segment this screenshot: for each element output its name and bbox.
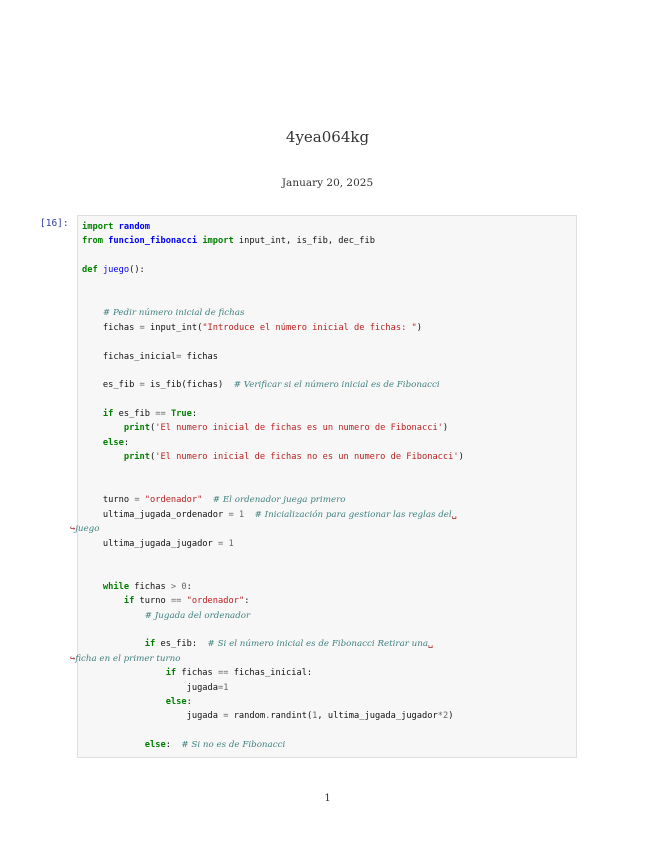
- code-token: =: [134, 495, 140, 506]
- code-token: input_int, is_fib, dec_fib: [233, 236, 375, 247]
- code-line: [82, 508, 574, 522]
- code-comment: juego: [75, 524, 100, 535]
- code-keyword: print: [123, 452, 150, 463]
- code-token: =: [223, 711, 229, 722]
- code-keyword: while: [102, 581, 130, 592]
- line-wrap-icon: ␣: [451, 509, 457, 520]
- code-keyword: import: [82, 222, 114, 232]
- code-token: ): [442, 423, 449, 434]
- document-title: 4yea064kg: [285, 128, 370, 146]
- code-line: [82, 681, 574, 695]
- code-token: random: [118, 222, 151, 232]
- code-indent: [82, 639, 145, 649]
- code-line: [82, 220, 574, 234]
- code-token: 1: [228, 538, 234, 549]
- code-comment: # Pedir número inicial de fichas: [102, 308, 245, 319]
- code-cell[interactable]: [70, 215, 577, 758]
- code-token: (: [150, 452, 156, 463]
- code-line: [82, 263, 574, 277]
- code-line: [82, 551, 574, 565]
- code-token: ():: [129, 265, 145, 276]
- code-token: =: [218, 538, 224, 549]
- code-line: [82, 479, 574, 493]
- code-token: es_fib: [102, 380, 140, 391]
- code-token: ): [458, 452, 464, 463]
- code-token: jugada: [186, 682, 218, 693]
- code-indent: [82, 683, 187, 693]
- code-keyword: print: [123, 423, 150, 434]
- code-line: [82, 537, 574, 551]
- code-token: ): [448, 711, 454, 722]
- code-string: "ordenador": [186, 596, 245, 607]
- code-line: [82, 623, 574, 637]
- code-token: 1: [238, 509, 245, 520]
- code-line: [82, 292, 574, 306]
- code-line: [70, 522, 574, 536]
- code-line: [82, 450, 574, 464]
- code-token: ==: [218, 668, 229, 679]
- code-line: [82, 234, 574, 248]
- code-token: =: [218, 682, 224, 693]
- code-token: [244, 510, 254, 520]
- code-token: fichas: [102, 322, 140, 333]
- code-token: [202, 495, 212, 505]
- code-line: [82, 393, 574, 407]
- code-comment: # Jugada del ordenador: [144, 610, 251, 621]
- code-indent: [82, 740, 145, 750]
- code-token: fichas: [129, 581, 171, 592]
- code-line: [82, 738, 574, 752]
- code-token: es_fib: [113, 409, 156, 420]
- code-indent: [82, 323, 103, 333]
- code-keyword: else: [165, 696, 187, 707]
- code-line: [82, 436, 574, 450]
- code-keyword: from: [82, 236, 103, 247]
- code-token: randint(: [270, 711, 313, 722]
- code-token: =: [176, 351, 182, 362]
- document-date: January 20, 2025: [281, 177, 374, 189]
- code-line: [82, 321, 574, 335]
- code-string: 'El numero inicial de fichas es un numero de Fibonacci': [155, 423, 443, 434]
- code-token: input_int(: [144, 322, 203, 333]
- code-indent: [82, 582, 103, 592]
- code-line: [82, 306, 574, 320]
- code-keyword: import: [202, 236, 234, 247]
- code-token: :: [123, 437, 130, 448]
- code-token: =: [228, 509, 234, 520]
- code-line: [82, 609, 574, 623]
- code-token: is_fib(fichas): [144, 380, 234, 391]
- code-indent: [82, 409, 103, 419]
- code-block[interactable]: [70, 220, 574, 752]
- code-keyword: if: [123, 596, 135, 607]
- code-comment: # Si no es de Fibonacci: [181, 740, 286, 751]
- code-token: , ultima_jugada_jugador: [317, 711, 438, 722]
- code-keyword: else: [144, 740, 166, 751]
- code-line: [82, 407, 574, 421]
- code-line: [82, 594, 574, 608]
- code-indent: [82, 697, 166, 707]
- code-keyword: def: [82, 265, 98, 276]
- code-token: fichas_inicial: [102, 351, 177, 362]
- code-token: ==: [155, 409, 166, 420]
- code-string: "Introduce el número inicial de fichas: ": [202, 322, 417, 333]
- code-token: turno: [134, 596, 171, 607]
- code-comment: # Si el número inicial es de Fibonacci Retirar una: [207, 639, 429, 650]
- code-token: 1: [312, 711, 318, 722]
- code-token: =: [139, 322, 145, 333]
- code-line: [82, 421, 574, 435]
- code-indent: [82, 308, 103, 318]
- code-token: juego: [102, 265, 130, 276]
- code-line: [82, 278, 574, 292]
- code-line: [82, 335, 574, 349]
- line-wrap-icon: ↪: [70, 524, 76, 535]
- code-indent: [82, 452, 124, 462]
- code-token: :: [165, 740, 182, 751]
- code-comment: # Verificar si el número inicial es de Fibonacci: [233, 380, 440, 391]
- code-indent: [82, 668, 166, 678]
- code-token: fichas: [176, 668, 218, 679]
- code-line: [82, 709, 574, 723]
- code-token: es_fib:: [155, 639, 208, 650]
- code-line: [82, 637, 574, 651]
- code-line: [82, 364, 574, 378]
- code-token: random: [228, 711, 266, 722]
- code-token: :: [186, 696, 192, 707]
- code-token: :: [244, 596, 250, 607]
- code-token: fichas_inicial:: [228, 668, 313, 679]
- code-line: [82, 724, 574, 738]
- code-line: [82, 666, 574, 680]
- code-indent: [82, 438, 103, 448]
- code-line: [82, 565, 574, 579]
- code-indent: [82, 711, 187, 721]
- page-number: 1: [324, 793, 331, 804]
- code-indent: [82, 423, 124, 433]
- code-keyword: if: [144, 639, 156, 650]
- code-line: [82, 378, 574, 392]
- code-token: :: [191, 409, 198, 420]
- code-token: (: [150, 423, 156, 434]
- code-string: "ordenador": [144, 495, 203, 506]
- code-keyword: else: [102, 437, 124, 448]
- code-token: ultima_jugada_jugador: [102, 538, 218, 549]
- code-token: ultima_jugada_ordenador: [102, 509, 229, 520]
- code-token: 2: [442, 711, 449, 722]
- code-keyword: if: [102, 409, 114, 420]
- code-comment: # Inicialización para gestionar las reglas del: [254, 509, 452, 520]
- code-token: :: [186, 581, 192, 592]
- line-wrap-icon: ␣: [428, 639, 434, 650]
- code-indent: [82, 596, 124, 606]
- code-token: jugada: [186, 711, 224, 722]
- code-token: ==: [170, 596, 182, 607]
- code-token: turno: [102, 495, 135, 506]
- code-line: [82, 465, 574, 479]
- code-line: [82, 580, 574, 594]
- cell-execution-prompt: [16]:: [40, 218, 69, 229]
- code-token: 0: [181, 581, 187, 592]
- code-indent: [82, 510, 103, 520]
- code-indent: [82, 380, 103, 390]
- code-comment: ficha en el primer turno: [75, 653, 181, 664]
- line-wrap-icon: ↪: [70, 653, 76, 664]
- code-line: [82, 493, 574, 507]
- code-keyword: True: [170, 409, 192, 420]
- code-token: fichas: [181, 351, 219, 362]
- code-indent: [82, 352, 103, 362]
- code-comment: # El ordenador juega primero: [212, 495, 346, 506]
- code-line: [70, 652, 574, 666]
- code-indent: [82, 495, 103, 505]
- code-line: [82, 350, 574, 364]
- code-token: =: [139, 380, 145, 391]
- code-token: 1: [223, 682, 229, 693]
- code-token: funcion_fibonacci: [108, 236, 198, 247]
- code-token: >: [170, 581, 177, 592]
- code-line: [82, 249, 574, 263]
- code-string: 'El numero inicial de fichas no es un numero de Fibonacci': [155, 452, 459, 463]
- code-indent: [82, 611, 145, 621]
- code-token: ): [416, 322, 423, 333]
- code-line: [82, 695, 574, 709]
- code-token: .: [265, 711, 271, 722]
- code-indent: [82, 539, 103, 549]
- code-token: *: [437, 711, 443, 722]
- code-keyword: if: [165, 668, 177, 679]
